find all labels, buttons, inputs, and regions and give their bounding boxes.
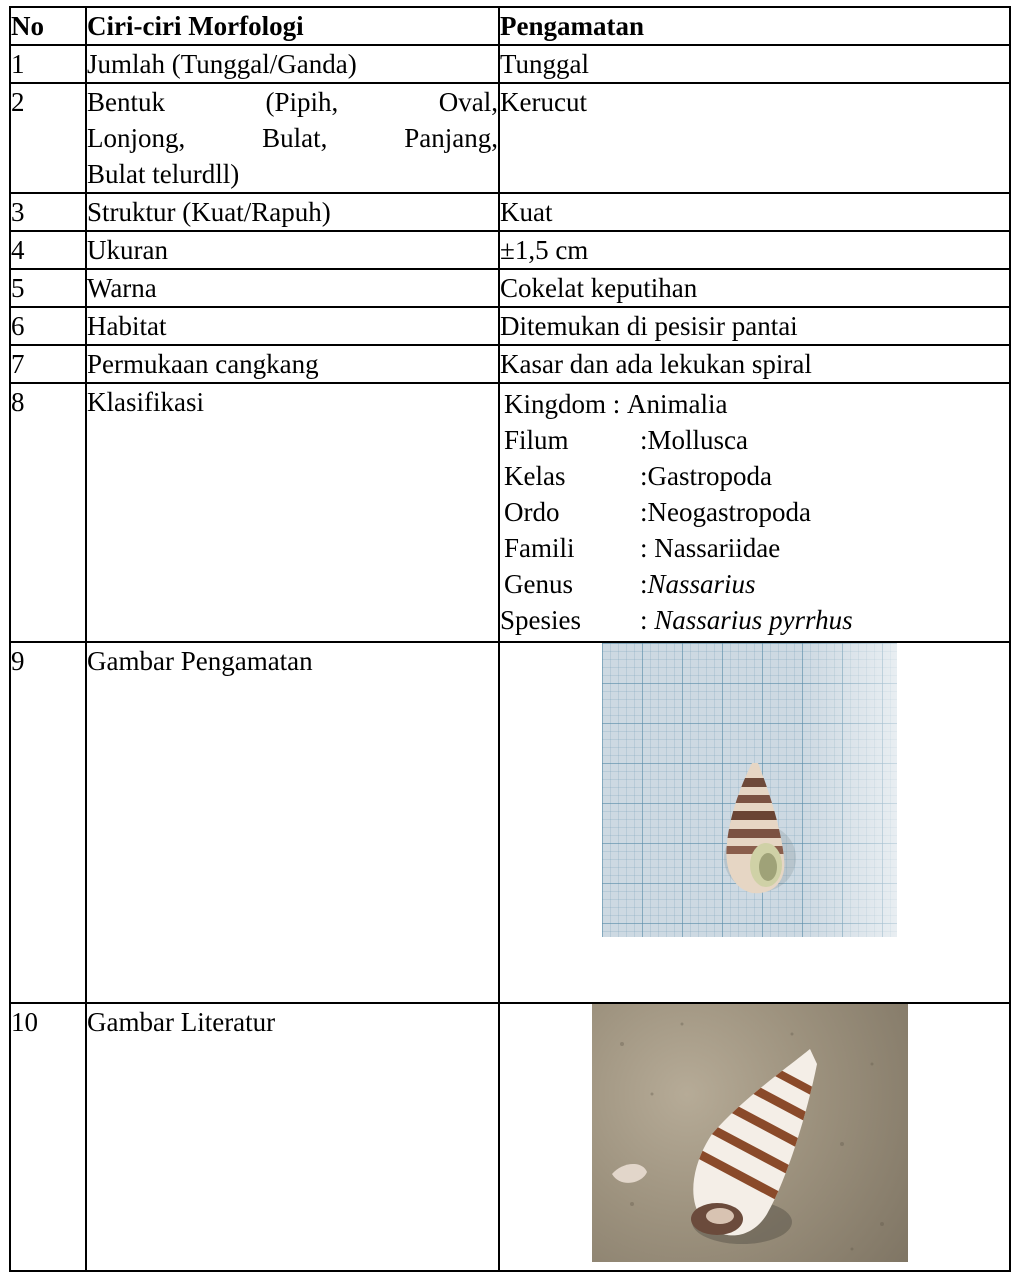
row-feature: Habitat: [86, 307, 499, 345]
rank-label: Genus: [504, 569, 573, 599]
header-no: No: [10, 7, 86, 45]
rank-label: Kingdom: [504, 389, 607, 419]
classification-spesies: [500, 602, 1009, 638]
row-observation: ±1,5 cm: [499, 231, 1010, 269]
rank-value: Gastropoda: [647, 461, 772, 491]
row-observation: Kasar dan ada lekukan spiral: [499, 345, 1010, 383]
table-row: [10, 345, 1010, 383]
row-number: 4: [10, 231, 86, 269]
rank-separator: :: [606, 389, 628, 419]
row-observation: Cokelat keputihan: [499, 269, 1010, 307]
row-observation: Tunggal: [499, 45, 1010, 83]
row-feature: Gambar Pengamatan: [86, 642, 499, 1003]
row-feature: Permukaan cangkang: [86, 345, 499, 383]
row-feature: Warna: [86, 269, 499, 307]
row-observation: Kerucut: [499, 83, 1010, 193]
morphology-table: [9, 6, 1011, 1272]
rank-value: Nassarius pyrrhus: [654, 605, 853, 635]
literature-shell-photo: [592, 1004, 908, 1262]
classification-list: [500, 384, 1009, 638]
header-pengamatan: Pengamatan: [499, 7, 1010, 45]
feature-line: Bulat telurdll): [87, 159, 240, 189]
classification-filum: [504, 422, 1009, 458]
rank-separator: :: [640, 425, 648, 455]
rank-value: Animalia: [627, 389, 728, 419]
table-row: [10, 383, 1010, 642]
feature-line: Bentuk (Pipih, Oval,: [87, 87, 498, 117]
row-feature: [86, 83, 499, 193]
row-number: 1: [10, 45, 86, 83]
table-row: [10, 193, 1010, 231]
row-number: 5: [10, 269, 86, 307]
shell-on-graph-paper-image: [602, 643, 897, 937]
rank-label: Ordo: [504, 497, 560, 527]
feature-line: Lonjong, Bulat, Panjang,: [87, 123, 498, 153]
rank-separator: :: [640, 605, 655, 635]
rank-value: Neogastropoda: [647, 497, 811, 527]
rank-separator: :: [640, 569, 648, 599]
row-feature: Jumlah (Tunggal/Ganda): [86, 45, 499, 83]
row-feature: Struktur (Kuat/Rapuh): [86, 193, 499, 231]
rank-label: Spesies: [500, 605, 581, 635]
row-number: 3: [10, 193, 86, 231]
shell-on-sand-image: [592, 1004, 908, 1262]
header-ciri-morfologi: Ciri-ciri Morfologi: [86, 7, 499, 45]
table-row: [10, 307, 1010, 345]
classification-kingdom: [504, 386, 1009, 422]
row-feature: Ukuran: [86, 231, 499, 269]
rank-value: Nassariidae: [654, 533, 781, 563]
table-row: [10, 269, 1010, 307]
table-row: [10, 231, 1010, 269]
row-observation: Kuat: [499, 193, 1010, 231]
classification-ordo: [504, 494, 1009, 530]
table-row: [10, 642, 1010, 1003]
observation-shell-photo: [602, 643, 897, 937]
observation-photo-cell: [499, 642, 1010, 1003]
classification-kelas: [504, 458, 1009, 494]
rank-separator: :: [640, 533, 655, 563]
row-number: 8: [10, 383, 86, 642]
rank-label: Famili: [504, 533, 575, 563]
classification-famili: [504, 530, 1009, 566]
row-number: 2: [10, 83, 86, 193]
row-observation: Ditemukan di pesisir pantai: [499, 307, 1010, 345]
table-row: [10, 1003, 1010, 1271]
row-feature: Gambar Literatur: [86, 1003, 499, 1271]
classification-genus: [504, 566, 1009, 602]
row-number: 9: [10, 642, 86, 1003]
row-number: 7: [10, 345, 86, 383]
literature-photo-cell: [499, 1003, 1010, 1271]
rank-label: Kelas: [504, 461, 566, 491]
table-header-row: [10, 7, 1010, 45]
table-row: [10, 45, 1010, 83]
row-number: 6: [10, 307, 86, 345]
rank-separator: :: [640, 497, 648, 527]
row-number: 10: [10, 1003, 86, 1271]
row-feature: Klasifikasi: [86, 383, 499, 642]
rank-label: Filum: [504, 425, 569, 455]
table-row: [10, 83, 1010, 193]
classification-cell: [499, 383, 1010, 642]
rank-value: Nassarius: [647, 569, 756, 599]
rank-value: Mollusca: [647, 425, 749, 455]
rank-separator: :: [640, 461, 648, 491]
